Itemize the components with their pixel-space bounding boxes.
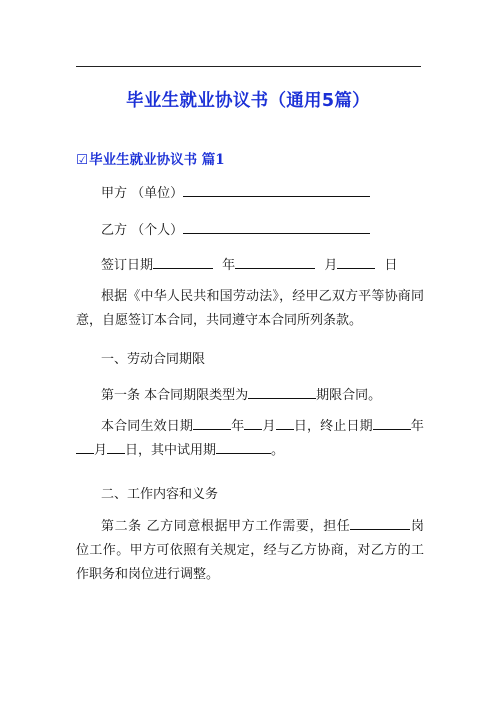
article-2-paragraph: [76, 515, 424, 587]
position-blank[interactable]: [350, 516, 410, 530]
sign-month-blank[interactable]: [235, 255, 315, 269]
header-rule: [76, 66, 421, 67]
sign-day-label: 日: [384, 258, 398, 273]
start-year-blank[interactable]: [193, 416, 231, 430]
sign-year-label: 年: [222, 258, 236, 273]
effective-date-label: 本合同生效日期: [101, 419, 194, 434]
sign-day-blank[interactable]: [337, 255, 375, 269]
section-heading: [76, 148, 225, 168]
contract-type-blank[interactable]: [248, 385, 316, 399]
sign-date-line: [101, 255, 397, 275]
start-month-blank[interactable]: [244, 416, 262, 430]
party-a-blank[interactable]: [183, 183, 370, 197]
end-month-label: 月: [94, 443, 108, 458]
article-1-suffix: 期限合同。: [316, 388, 382, 403]
trial-period-end: 。: [271, 443, 285, 458]
section-heading-text: 毕业生就业协议书 篇1: [89, 152, 225, 168]
article-1-prefix: 第一条 本合同期限类型为: [101, 388, 249, 403]
end-year-label: 年: [410, 419, 424, 434]
sign-date-label: 签订日期: [101, 258, 154, 273]
document-title: 毕业生就业协议书（通用5篇）: [126, 91, 370, 111]
end-date-label: 日，终止日期: [293, 419, 373, 434]
checkbox-icon: ☑: [76, 152, 89, 168]
heading-duties: 二、工作内容和义务: [101, 487, 219, 502]
party-b-blank[interactable]: [183, 220, 370, 234]
intro-paragraph: 根据《中华人民共和国劳动法》，经甲乙双方平等协商同意，自愿签订本合同，共同遵守本合同所列条款。: [76, 289, 424, 328]
party-b-line: [101, 220, 370, 240]
sign-month-label: 月: [324, 258, 338, 273]
sign-year-blank[interactable]: [153, 255, 213, 269]
end-month-blank[interactable]: [76, 440, 94, 454]
article-2-suffix: 岗位工作。甲方可依照有关规定，经与乙方协商，对乙方的工作职务和岗位进行调整。: [76, 519, 424, 582]
trial-period-label: 日，其中试用期: [125, 443, 217, 458]
party-a-label: 甲方 （单位）: [101, 186, 184, 201]
start-month-label: 月: [262, 419, 276, 434]
party-b-label: 乙方 （个人）: [101, 223, 184, 238]
end-day-blank[interactable]: [107, 440, 125, 454]
article-2-prefix: 第二条 乙方同意根据甲方工作需要，担任: [101, 519, 351, 534]
end-year-blank[interactable]: [373, 416, 411, 430]
heading-term: 一、劳动合同期限: [101, 352, 206, 367]
article-1: [101, 385, 381, 405]
trial-period-blank[interactable]: [216, 440, 271, 454]
start-day-blank[interactable]: [276, 416, 294, 430]
start-year-label: 年: [231, 419, 245, 434]
effective-date-paragraph: [76, 415, 424, 463]
party-a-line: [101, 183, 370, 203]
